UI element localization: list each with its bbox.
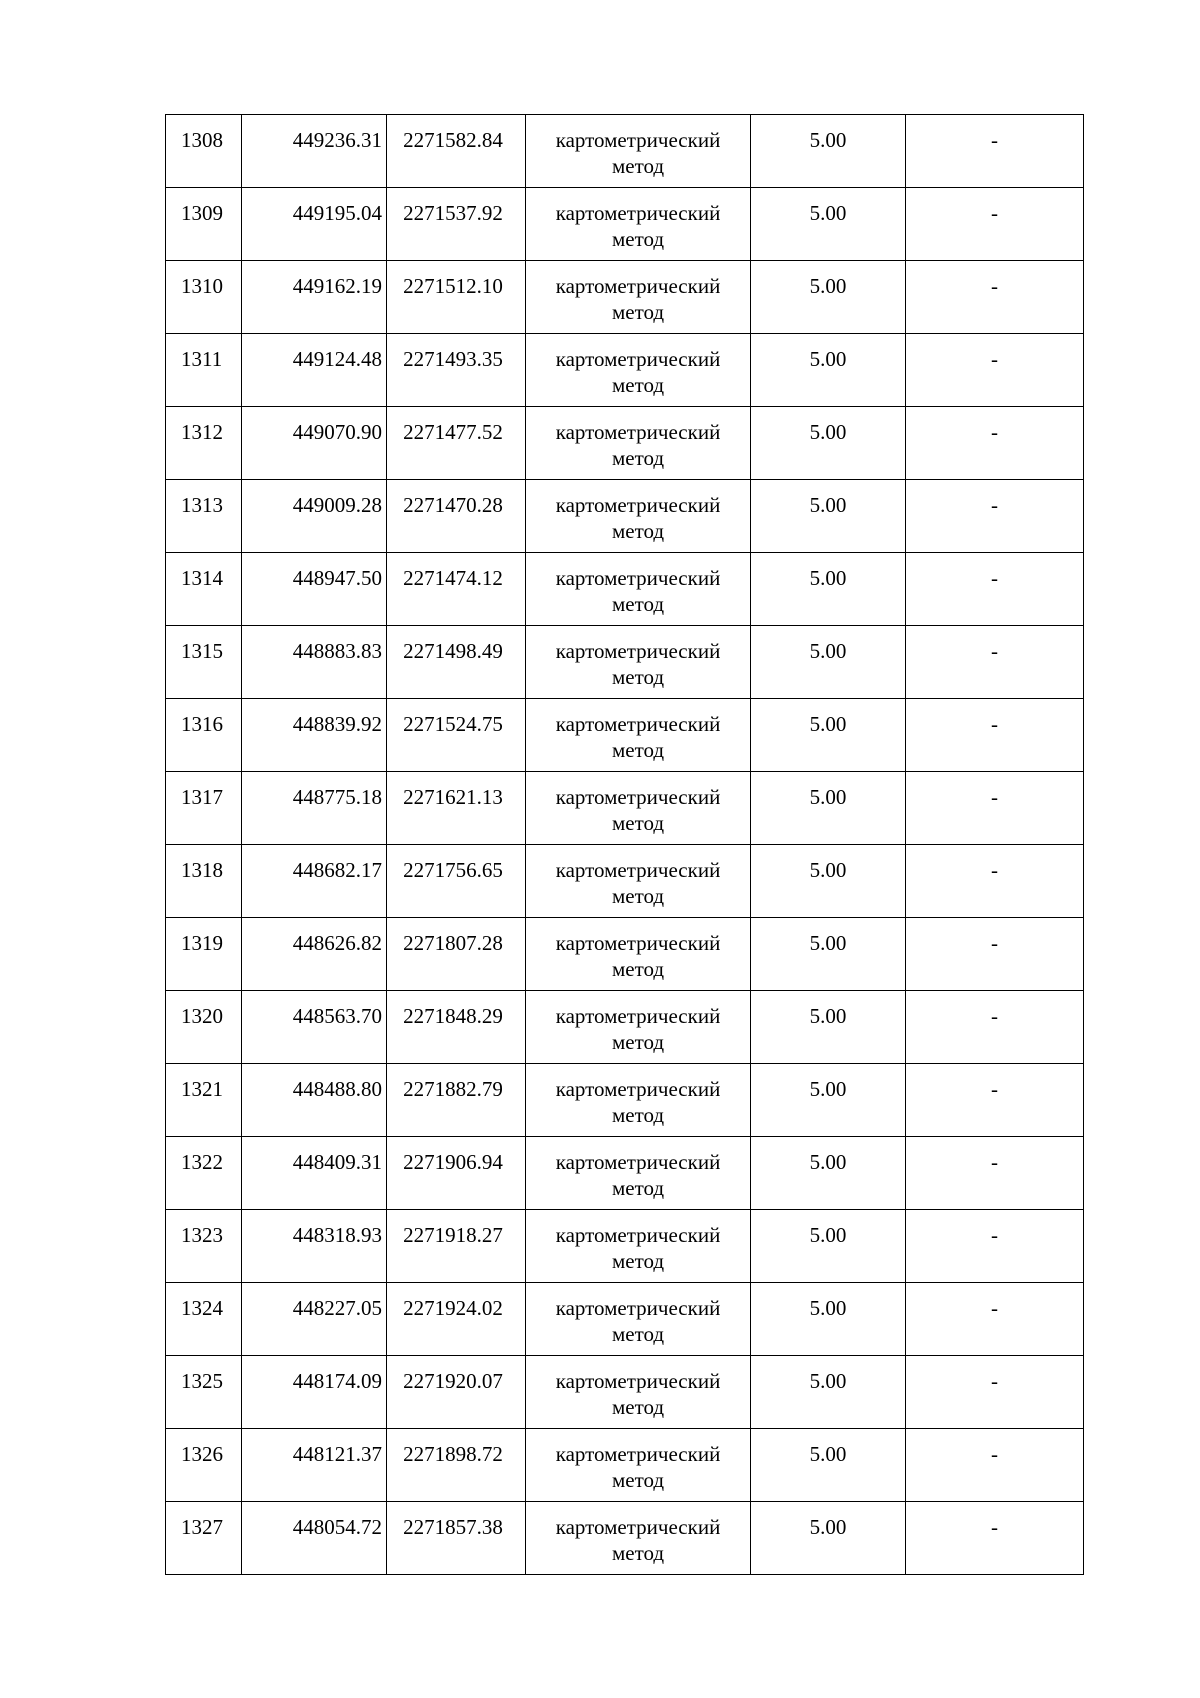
precision: 5.00 bbox=[809, 201, 847, 225]
method-cell bbox=[526, 1502, 751, 1575]
y-coordinate: 2271807.28 bbox=[403, 931, 503, 955]
point-number: 1317 bbox=[181, 785, 223, 809]
table-row bbox=[166, 1210, 1084, 1283]
description-cell bbox=[906, 991, 1084, 1064]
precision-cell bbox=[751, 1064, 906, 1137]
x-coordinate-cell bbox=[242, 845, 387, 918]
precision: 5.00 bbox=[809, 1369, 847, 1393]
y-coordinate-cell bbox=[387, 188, 526, 261]
precision: 5.00 bbox=[809, 639, 847, 663]
precision: 5.00 bbox=[809, 420, 847, 444]
precision-cell bbox=[751, 1356, 906, 1429]
method-cell bbox=[526, 480, 751, 553]
y-coordinate: 2271524.75 bbox=[403, 712, 503, 736]
method-cell bbox=[526, 1429, 751, 1502]
table-row bbox=[166, 1283, 1084, 1356]
x-coordinate-cell bbox=[242, 480, 387, 553]
point-number-cell bbox=[166, 115, 242, 188]
x-coordinate-cell bbox=[242, 1137, 387, 1210]
description: - bbox=[991, 493, 998, 517]
method-cell bbox=[526, 1283, 751, 1356]
method-cell bbox=[526, 1137, 751, 1210]
precision: 5.00 bbox=[809, 566, 847, 590]
method: картометрический метод bbox=[555, 639, 721, 689]
method: картометрический метод bbox=[555, 931, 721, 981]
table-row bbox=[166, 1429, 1084, 1502]
point-number-cell bbox=[166, 772, 242, 845]
table-row bbox=[166, 626, 1084, 699]
description-cell bbox=[906, 1283, 1084, 1356]
method-cell bbox=[526, 772, 751, 845]
table-row bbox=[166, 918, 1084, 991]
x-coordinate: 448054.72 bbox=[292, 1515, 382, 1539]
description: - bbox=[991, 566, 998, 590]
method: картометрический метод bbox=[555, 712, 721, 762]
x-coordinate-cell bbox=[242, 261, 387, 334]
description-cell bbox=[906, 772, 1084, 845]
y-coordinate-cell bbox=[387, 1429, 526, 1502]
y-coordinate-cell bbox=[387, 845, 526, 918]
description-cell bbox=[906, 845, 1084, 918]
coordinates-table bbox=[165, 114, 1084, 1575]
precision: 5.00 bbox=[809, 347, 847, 371]
precision: 5.00 bbox=[809, 274, 847, 298]
precision-cell bbox=[751, 261, 906, 334]
description: - bbox=[991, 1296, 998, 1320]
precision-cell bbox=[751, 115, 906, 188]
point-number-cell bbox=[166, 553, 242, 626]
x-coordinate: 448839.92 bbox=[292, 712, 382, 736]
point-number: 1312 bbox=[181, 420, 223, 444]
y-coordinate-cell bbox=[387, 115, 526, 188]
description: - bbox=[991, 1150, 998, 1174]
x-coordinate-cell bbox=[242, 1356, 387, 1429]
x-coordinate: 449195.04 bbox=[292, 201, 382, 225]
table-row bbox=[166, 699, 1084, 772]
table-row bbox=[166, 991, 1084, 1064]
method-cell bbox=[526, 845, 751, 918]
method: картометрический метод bbox=[555, 274, 721, 324]
description-cell bbox=[906, 1210, 1084, 1283]
point-number: 1325 bbox=[181, 1369, 223, 1393]
y-coordinate: 2271848.29 bbox=[403, 1004, 503, 1028]
description-cell bbox=[906, 261, 1084, 334]
point-number: 1318 bbox=[181, 858, 223, 882]
y-coordinate-cell bbox=[387, 407, 526, 480]
description: - bbox=[991, 785, 998, 809]
precision: 5.00 bbox=[809, 1223, 847, 1247]
point-number-cell bbox=[166, 991, 242, 1064]
point-number: 1313 bbox=[181, 493, 223, 517]
x-coordinate: 449070.90 bbox=[292, 420, 382, 444]
description: - bbox=[991, 128, 998, 152]
description-cell bbox=[906, 1064, 1084, 1137]
coordinates-table-body bbox=[166, 115, 1084, 1575]
point-number-cell bbox=[166, 261, 242, 334]
description: - bbox=[991, 1442, 998, 1466]
method-cell bbox=[526, 261, 751, 334]
method: картометрический метод bbox=[555, 1150, 721, 1200]
method: картометрический метод bbox=[555, 1515, 721, 1565]
description: - bbox=[991, 858, 998, 882]
precision-cell bbox=[751, 480, 906, 553]
x-coordinate-cell bbox=[242, 1064, 387, 1137]
y-coordinate: 2271898.72 bbox=[403, 1442, 503, 1466]
precision-cell bbox=[751, 772, 906, 845]
description: - bbox=[991, 712, 998, 736]
y-coordinate-cell bbox=[387, 1210, 526, 1283]
precision-cell bbox=[751, 553, 906, 626]
description-cell bbox=[906, 1356, 1084, 1429]
precision-cell bbox=[751, 1502, 906, 1575]
x-coordinate: 449236.31 bbox=[292, 128, 382, 152]
method: картометрический метод bbox=[555, 493, 721, 543]
description-cell bbox=[906, 1137, 1084, 1210]
x-coordinate: 448682.17 bbox=[292, 858, 382, 882]
table-row bbox=[166, 845, 1084, 918]
point-number: 1326 bbox=[181, 1442, 223, 1466]
method-cell bbox=[526, 115, 751, 188]
precision-cell bbox=[751, 918, 906, 991]
x-coordinate: 448227.05 bbox=[292, 1296, 382, 1320]
precision: 5.00 bbox=[809, 1442, 847, 1466]
description: - bbox=[991, 201, 998, 225]
method-cell bbox=[526, 407, 751, 480]
x-coordinate-cell bbox=[242, 772, 387, 845]
point-number: 1323 bbox=[181, 1223, 223, 1247]
precision-cell bbox=[751, 334, 906, 407]
method: картометрический метод bbox=[555, 1296, 721, 1346]
point-number: 1309 bbox=[181, 201, 223, 225]
y-coordinate-cell bbox=[387, 1356, 526, 1429]
description-cell bbox=[906, 407, 1084, 480]
table-row bbox=[166, 772, 1084, 845]
y-coordinate: 2271918.27 bbox=[403, 1223, 503, 1247]
method-cell bbox=[526, 918, 751, 991]
point-number-cell bbox=[166, 480, 242, 553]
description: - bbox=[991, 420, 998, 444]
method-cell bbox=[526, 1356, 751, 1429]
x-coordinate: 448318.93 bbox=[292, 1223, 382, 1247]
description: - bbox=[991, 931, 998, 955]
description-cell bbox=[906, 1429, 1084, 1502]
method: картометрический метод bbox=[555, 858, 721, 908]
point-number-cell bbox=[166, 626, 242, 699]
description-cell bbox=[906, 1502, 1084, 1575]
method-cell bbox=[526, 553, 751, 626]
method: картометрический метод bbox=[555, 1077, 721, 1127]
x-coordinate: 449124.48 bbox=[292, 347, 382, 371]
point-number-cell bbox=[166, 918, 242, 991]
y-coordinate-cell bbox=[387, 334, 526, 407]
point-number-cell bbox=[166, 845, 242, 918]
point-number-cell bbox=[166, 1210, 242, 1283]
point-number: 1327 bbox=[181, 1515, 223, 1539]
y-coordinate: 2271621.13 bbox=[403, 785, 503, 809]
precision: 5.00 bbox=[809, 931, 847, 955]
method: картометрический метод bbox=[555, 420, 721, 470]
precision: 5.00 bbox=[809, 1004, 847, 1028]
y-coordinate: 2271920.07 bbox=[403, 1369, 503, 1393]
precision: 5.00 bbox=[809, 493, 847, 517]
method: картометрический метод bbox=[555, 128, 721, 178]
method: картометрический метод bbox=[555, 566, 721, 616]
x-coordinate-cell bbox=[242, 188, 387, 261]
method-cell bbox=[526, 334, 751, 407]
description: - bbox=[991, 274, 998, 298]
point-number: 1321 bbox=[181, 1077, 223, 1101]
y-coordinate: 2271857.38 bbox=[403, 1515, 503, 1539]
point-number: 1310 bbox=[181, 274, 223, 298]
y-coordinate: 2271537.92 bbox=[403, 201, 503, 225]
precision-cell bbox=[751, 407, 906, 480]
x-coordinate: 448947.50 bbox=[292, 566, 382, 590]
precision-cell bbox=[751, 1429, 906, 1502]
table-row bbox=[166, 261, 1084, 334]
precision: 5.00 bbox=[809, 1150, 847, 1174]
y-coordinate-cell bbox=[387, 553, 526, 626]
y-coordinate: 2271477.52 bbox=[403, 420, 503, 444]
precision-cell bbox=[751, 1137, 906, 1210]
description-cell bbox=[906, 115, 1084, 188]
y-coordinate: 2271906.94 bbox=[403, 1150, 503, 1174]
x-coordinate-cell bbox=[242, 1210, 387, 1283]
y-coordinate-cell bbox=[387, 626, 526, 699]
x-coordinate: 448409.31 bbox=[292, 1150, 382, 1174]
method: картометрический метод bbox=[555, 785, 721, 835]
x-coordinate: 449009.28 bbox=[292, 493, 382, 517]
point-number-cell bbox=[166, 699, 242, 772]
y-coordinate: 2271493.35 bbox=[403, 347, 503, 371]
x-coordinate-cell bbox=[242, 115, 387, 188]
precision: 5.00 bbox=[809, 1515, 847, 1539]
precision: 5.00 bbox=[809, 128, 847, 152]
description-cell bbox=[906, 480, 1084, 553]
x-coordinate-cell bbox=[242, 918, 387, 991]
description: - bbox=[991, 1515, 998, 1539]
description-cell bbox=[906, 626, 1084, 699]
table-row bbox=[166, 115, 1084, 188]
precision-cell bbox=[751, 845, 906, 918]
method: картометрический метод bbox=[555, 1223, 721, 1273]
y-coordinate-cell bbox=[387, 480, 526, 553]
method: картометрический метод bbox=[555, 1369, 721, 1419]
y-coordinate-cell bbox=[387, 261, 526, 334]
point-number-cell bbox=[166, 407, 242, 480]
point-number: 1314 bbox=[181, 566, 223, 590]
x-coordinate: 448488.80 bbox=[292, 1077, 382, 1101]
description: - bbox=[991, 639, 998, 663]
table-row bbox=[166, 407, 1084, 480]
point-number: 1316 bbox=[181, 712, 223, 736]
x-coordinate-cell bbox=[242, 1429, 387, 1502]
y-coordinate-cell bbox=[387, 991, 526, 1064]
precision: 5.00 bbox=[809, 858, 847, 882]
x-coordinate: 448883.83 bbox=[292, 639, 382, 663]
precision-cell bbox=[751, 1283, 906, 1356]
y-coordinate: 2271512.10 bbox=[403, 274, 503, 298]
x-coordinate-cell bbox=[242, 1502, 387, 1575]
point-number: 1324 bbox=[181, 1296, 223, 1320]
point-number-cell bbox=[166, 1356, 242, 1429]
x-coordinate-cell bbox=[242, 407, 387, 480]
method-cell bbox=[526, 699, 751, 772]
precision: 5.00 bbox=[809, 1296, 847, 1320]
method: картометрический метод bbox=[555, 347, 721, 397]
table-row bbox=[166, 1137, 1084, 1210]
x-coordinate-cell bbox=[242, 553, 387, 626]
point-number-cell bbox=[166, 1137, 242, 1210]
description: - bbox=[991, 1004, 998, 1028]
method-cell bbox=[526, 1064, 751, 1137]
x-coordinate: 448563.70 bbox=[292, 1004, 382, 1028]
x-coordinate-cell bbox=[242, 334, 387, 407]
point-number-cell bbox=[166, 1064, 242, 1137]
description-cell bbox=[906, 334, 1084, 407]
method: картометрический метод bbox=[555, 1442, 721, 1492]
x-coordinate: 448174.09 bbox=[292, 1369, 382, 1393]
y-coordinate-cell bbox=[387, 918, 526, 991]
point-number: 1322 bbox=[181, 1150, 223, 1174]
point-number-cell bbox=[166, 334, 242, 407]
x-coordinate: 448626.82 bbox=[292, 931, 382, 955]
y-coordinate: 2271582.84 bbox=[403, 128, 503, 152]
x-coordinate-cell bbox=[242, 626, 387, 699]
y-coordinate: 2271756.65 bbox=[403, 858, 503, 882]
y-coordinate: 2271470.28 bbox=[403, 493, 503, 517]
precision-cell bbox=[751, 626, 906, 699]
precision-cell bbox=[751, 188, 906, 261]
precision: 5.00 bbox=[809, 785, 847, 809]
description-cell bbox=[906, 553, 1084, 626]
point-number: 1311 bbox=[181, 347, 223, 371]
y-coordinate-cell bbox=[387, 1283, 526, 1356]
point-number-cell bbox=[166, 188, 242, 261]
description: - bbox=[991, 1077, 998, 1101]
table-row bbox=[166, 188, 1084, 261]
precision-cell bbox=[751, 1210, 906, 1283]
y-coordinate-cell bbox=[387, 1137, 526, 1210]
point-number-cell bbox=[166, 1429, 242, 1502]
x-coordinate-cell bbox=[242, 991, 387, 1064]
x-coordinate: 449162.19 bbox=[292, 274, 382, 298]
precision: 5.00 bbox=[809, 712, 847, 736]
x-coordinate-cell bbox=[242, 699, 387, 772]
y-coordinate-cell bbox=[387, 772, 526, 845]
table-row bbox=[166, 1502, 1084, 1575]
method: картометрический метод bbox=[555, 1004, 721, 1054]
y-coordinate: 2271498.49 bbox=[403, 639, 503, 663]
x-coordinate-cell bbox=[242, 1283, 387, 1356]
point-number-cell bbox=[166, 1502, 242, 1575]
table-row bbox=[166, 334, 1084, 407]
description: - bbox=[991, 347, 998, 371]
point-number-cell bbox=[166, 1283, 242, 1356]
point-number: 1315 bbox=[181, 639, 223, 663]
description-cell bbox=[906, 699, 1084, 772]
description: - bbox=[991, 1223, 998, 1247]
point-number: 1308 bbox=[181, 128, 223, 152]
y-coordinate-cell bbox=[387, 1502, 526, 1575]
point-number: 1320 bbox=[181, 1004, 223, 1028]
table-row bbox=[166, 480, 1084, 553]
precision-cell bbox=[751, 699, 906, 772]
x-coordinate: 448121.37 bbox=[292, 1442, 382, 1466]
table-row bbox=[166, 1064, 1084, 1137]
precision-cell bbox=[751, 991, 906, 1064]
description-cell bbox=[906, 188, 1084, 261]
point-number: 1319 bbox=[181, 931, 223, 955]
method-cell bbox=[526, 1210, 751, 1283]
y-coordinate-cell bbox=[387, 1064, 526, 1137]
table-row bbox=[166, 1356, 1084, 1429]
method-cell bbox=[526, 991, 751, 1064]
x-coordinate: 448775.18 bbox=[292, 785, 382, 809]
description-cell bbox=[906, 918, 1084, 991]
method: картометрический метод bbox=[555, 201, 721, 251]
precision: 5.00 bbox=[809, 1077, 847, 1101]
method-cell bbox=[526, 188, 751, 261]
y-coordinate: 2271882.79 bbox=[403, 1077, 503, 1101]
y-coordinate: 2271474.12 bbox=[403, 566, 503, 590]
table-row bbox=[166, 553, 1084, 626]
y-coordinate: 2271924.02 bbox=[403, 1296, 503, 1320]
description: - bbox=[991, 1369, 998, 1393]
method-cell bbox=[526, 626, 751, 699]
y-coordinate-cell bbox=[387, 699, 526, 772]
